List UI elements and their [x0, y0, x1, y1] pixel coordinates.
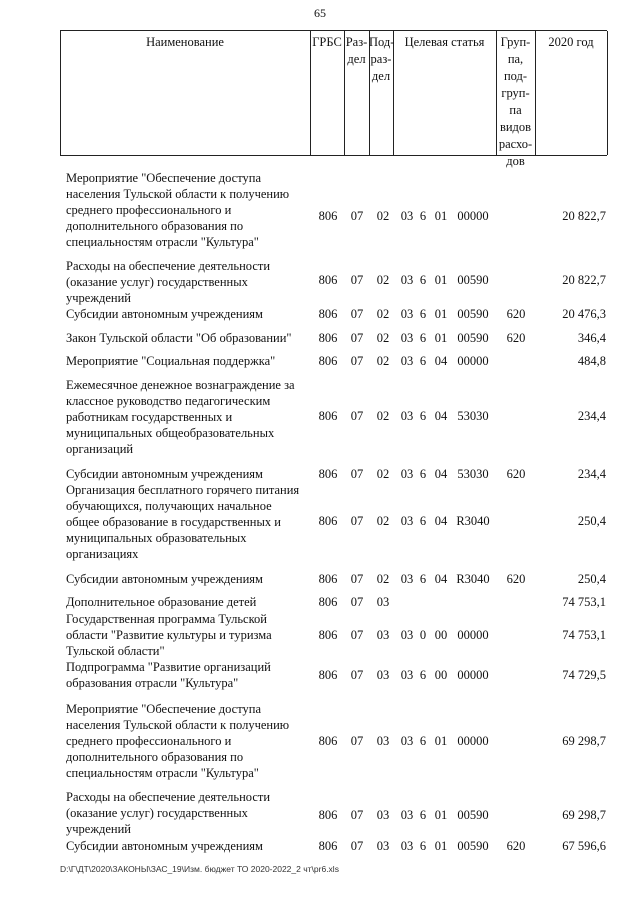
cell-target-code: 00000	[457, 209, 489, 223]
cell-target-subprogram: 6	[419, 354, 427, 368]
cell-target-program: 03	[400, 628, 414, 642]
cell-podrazdel: 02	[376, 307, 390, 321]
row-name: Субсидии автономным учреждениям	[66, 572, 263, 586]
cell-target-program: 03	[400, 572, 414, 586]
cell-target-event: 04	[434, 409, 448, 423]
cell-podrazdel: 03	[376, 668, 390, 682]
cell-razdel: 07	[350, 839, 364, 853]
cell-target-program: 03	[400, 734, 414, 748]
cell-podrazdel: 02	[376, 273, 390, 287]
cell-grbs: 806	[318, 572, 338, 586]
cell-razdel: 07	[350, 354, 364, 368]
page-number: 65	[314, 6, 326, 20]
cell-target-event: 04	[434, 572, 448, 586]
cell-target-event: 00	[434, 668, 448, 682]
cell-target-event: 01	[434, 734, 448, 748]
cell-target-program: 03	[400, 668, 414, 682]
cell-grbs: 806	[318, 409, 338, 423]
cell-target-event: 01	[434, 808, 448, 822]
header-year: 2020 год	[548, 35, 594, 49]
cell-target-code: 53030	[457, 467, 489, 481]
cell-target-event: 04	[434, 514, 448, 528]
cell-podrazdel: 03	[376, 595, 390, 609]
cell-podrazdel: 02	[376, 514, 390, 528]
cell-target-code: 00590	[457, 808, 489, 822]
cell-target-code: 00590	[457, 331, 489, 345]
cell-podrazdel: 03	[376, 808, 390, 822]
cell-target-code: 00590	[457, 839, 489, 853]
row-name: Субсидии автономным учреждениям	[66, 467, 263, 481]
cell-amount: 69 298,7	[562, 734, 606, 748]
cell-amount: 67 596,6	[562, 839, 606, 853]
cell-target-subprogram: 6	[419, 572, 427, 586]
cell-target-code: 00000	[457, 668, 489, 682]
cell-target-program: 03	[400, 514, 414, 528]
header-target: Целевая статья	[404, 35, 485, 49]
cell-razdel: 07	[350, 808, 364, 822]
cell-target-event: 01	[434, 331, 448, 345]
cell-target-code: 00000	[457, 354, 489, 368]
row-name: Мероприятие "Обеспечение доступа населения Тульской области к получению среднего профессионального и дополнительного образования по специальностям отрасли "Культура"	[66, 171, 290, 249]
cell-target-subprogram: 6	[419, 514, 427, 528]
cell-grbs: 806	[318, 668, 338, 682]
cell-target-subprogram: 6	[419, 668, 427, 682]
cell-target-subprogram: 6	[419, 808, 427, 822]
cell-target-program: 03	[400, 307, 414, 321]
cell-target-code: 00000	[457, 734, 489, 748]
cell-target-program: 03	[400, 839, 414, 853]
cell-amount: 20 476,3	[562, 307, 606, 321]
cell-podrazdel: 02	[376, 209, 390, 223]
cell-razdel: 07	[350, 734, 364, 748]
cell-podrazdel: 03	[376, 628, 390, 642]
header-razdel: Раз- дел	[345, 35, 368, 66]
file-path-footer: D:\Г\ДТ\2020\ЗАКОНЫ\ЗАС_19\Изм. бюджет ТО 2020-2022_2 чт\pr6.xls	[60, 864, 339, 874]
cell-target-program: 03	[400, 467, 414, 481]
cell-amount: 74 729,5	[562, 668, 606, 682]
row-name: Ежемесячное денежное вознаграждение за классное руководство педагогическим работникам государственных и муниципальных общеобразовательных организаций	[66, 378, 295, 456]
cell-target-code: 00000	[457, 628, 489, 642]
cell-target-subprogram: 6	[419, 734, 427, 748]
row-name: Закон Тульской области "Об образовании"	[66, 331, 292, 345]
cell-razdel: 07	[350, 628, 364, 642]
cell-razdel: 07	[350, 572, 364, 586]
row-name: Мероприятие "Обеспечение доступа населения Тульской области к получению среднего профессионального и дополнительного образования по специальностям отрасли "Культура"	[66, 702, 290, 780]
cell-target-subprogram: 6	[419, 307, 427, 321]
cell-amount: 346,4	[577, 331, 606, 345]
cell-target-code: 53030	[457, 409, 489, 423]
cell-razdel: 07	[350, 307, 364, 321]
cell-target-code: 00590	[457, 307, 489, 321]
header-name: Наименование	[146, 35, 224, 49]
cell-expense-type: 620	[506, 467, 526, 481]
cell-grbs: 806	[318, 354, 338, 368]
cell-amount: 484,8	[577, 354, 606, 368]
cell-target-subprogram: 6	[419, 273, 427, 287]
header-grbs: ГРБС	[312, 35, 342, 49]
cell-target-subprogram: 0	[419, 628, 427, 642]
cell-grbs: 806	[318, 307, 338, 321]
cell-amount: 74 753,1	[562, 595, 606, 609]
cell-podrazdel: 02	[376, 354, 390, 368]
cell-razdel: 07	[350, 209, 364, 223]
cell-grbs: 806	[318, 514, 338, 528]
cell-razdel: 07	[350, 273, 364, 287]
cell-podrazdel: 02	[376, 409, 390, 423]
cell-target-event: 04	[434, 354, 448, 368]
row-name: Государственная программа Тульской области "Развитие культуры и туризма Тульской области"	[66, 612, 272, 658]
cell-podrazdel: 02	[376, 331, 390, 345]
cell-amount: 20 822,7	[562, 273, 606, 287]
cell-grbs: 806	[318, 331, 338, 345]
row-name: Расходы на обеспечение деятельности (оказание услуг) государственных учреждений	[66, 259, 271, 305]
cell-amount: 250,4	[577, 514, 606, 528]
cell-grbs: 806	[318, 839, 338, 853]
cell-target-code: R3040	[456, 572, 490, 586]
cell-grbs: 806	[318, 595, 338, 609]
cell-target-program: 03	[400, 273, 414, 287]
cell-target-event: 01	[434, 839, 448, 853]
cell-podrazdel: 02	[376, 467, 390, 481]
cell-target-subprogram: 6	[419, 209, 427, 223]
cell-amount: 250,4	[577, 572, 606, 586]
cell-grbs: 806	[318, 467, 338, 481]
cell-target-code: R3040	[456, 514, 490, 528]
cell-amount: 234,4	[577, 409, 606, 423]
cell-razdel: 07	[350, 595, 364, 609]
row-name: Подпрограмма "Развитие организаций образования отрасли "Культура"	[66, 660, 271, 690]
cell-grbs: 806	[318, 628, 338, 642]
cell-grbs: 806	[318, 734, 338, 748]
header-podrazdel: Под- раз- дел	[369, 35, 395, 83]
cell-expense-type: 620	[506, 839, 526, 853]
cell-podrazdel: 02	[376, 572, 390, 586]
cell-razdel: 07	[350, 467, 364, 481]
cell-grbs: 806	[318, 273, 338, 287]
cell-target-subprogram: 6	[419, 839, 427, 853]
cell-razdel: 07	[350, 409, 364, 423]
row-name: Расходы на обеспечение деятельности (оказание услуг) государственных учреждений	[66, 790, 271, 836]
cell-target-event: 01	[434, 209, 448, 223]
cell-expense-type: 620	[506, 307, 526, 321]
cell-target-event: 01	[434, 307, 448, 321]
cell-razdel: 07	[350, 514, 364, 528]
cell-target-program: 03	[400, 409, 414, 423]
row-name: Субсидии автономным учреждениям	[66, 839, 263, 853]
cell-target-subprogram: 6	[419, 409, 427, 423]
cell-target-program: 03	[400, 331, 414, 345]
cell-grbs: 806	[318, 209, 338, 223]
cell-expense-type: 620	[506, 572, 526, 586]
cell-target-program: 03	[400, 354, 414, 368]
cell-target-code: 00590	[457, 273, 489, 287]
cell-podrazdel: 03	[376, 734, 390, 748]
cell-target-program: 03	[400, 209, 414, 223]
cell-amount: 234,4	[577, 467, 606, 481]
cell-grbs: 806	[318, 808, 338, 822]
header-group: Груп- па, под- груп- па видов расхо- дов	[498, 35, 533, 168]
row-name: Субсидии автономным учреждениям	[66, 307, 263, 321]
cell-amount: 20 822,7	[562, 209, 606, 223]
row-name: Дополнительное образование детей	[66, 595, 257, 609]
cell-target-subprogram: 6	[419, 331, 427, 345]
row-name: Организация бесплатного горячего питания обучающихся, получающих начальное общее образование в государственных и муниципальных образовательных организациях	[66, 483, 300, 561]
cell-target-subprogram: 6	[419, 467, 427, 481]
row-name: Мероприятие "Социальная поддержка"	[66, 354, 276, 368]
cell-target-event: 00	[434, 628, 448, 642]
cell-expense-type: 620	[506, 331, 526, 345]
cell-razdel: 07	[350, 668, 364, 682]
cell-amount: 74 753,1	[562, 628, 606, 642]
cell-amount: 69 298,7	[562, 808, 606, 822]
cell-target-event: 01	[434, 273, 448, 287]
cell-razdel: 07	[350, 331, 364, 345]
cell-target-event: 04	[434, 467, 448, 481]
cell-podrazdel: 03	[376, 839, 390, 853]
cell-target-program: 03	[400, 808, 414, 822]
